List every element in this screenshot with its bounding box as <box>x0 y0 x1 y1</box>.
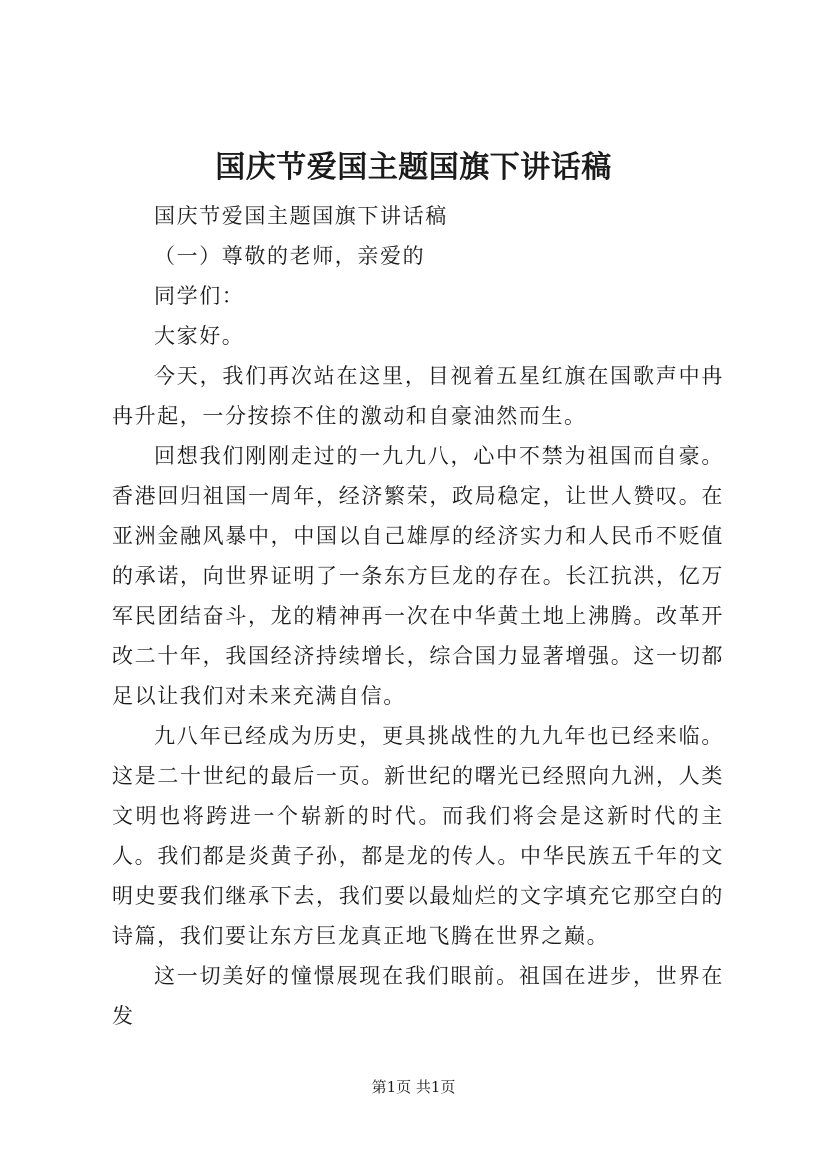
paragraph: 国庆节爱国主题国旗下讲话稿 <box>154 204 448 228</box>
paragraph: 今天，我们再次站在这里，目视着五星红旗在国歌声中冉冉升起，一分按捺不住的激动和自豪油然而生。 <box>112 364 724 428</box>
document-body <box>112 196 724 1036</box>
document-title: 国庆节爱国主题国旗下讲话稿 <box>215 150 612 185</box>
paragraph: 这一切美好的憧憬展现在我们眼前。祖国在进步，世界在发 <box>112 964 724 1028</box>
paragraph: 回想我们刚刚走过的一九九八，心中不禁为祖国而自豪。香港回归祖国一周年，经济繁荣，政局稳定，让世人赞叹。在亚洲金融风暴中，中国以自己雄厚的经济实力和人民币不贬值的承诺，向世界证明了一条东方巨龙的存在。长江抗洪，亿万军民团结奋斗，龙的精神再一次在中华黄土地上沸腾。改革开改二十年，我国经济持续增长，综合国力显著增强。这一切都足以让我们对未来充满自信。 <box>112 444 724 708</box>
paragraph: （一）尊敬的老师，亲爱的 <box>154 244 426 268</box>
page-number: 第1页 共1页 <box>371 1078 456 1096</box>
page-footer <box>0 1077 827 1097</box>
paragraph: 九八年已经成为历史，更具挑战性的九九年也已经来临。这是二十世纪的最后一页。新世纪的曙光已经照向九洲，人类文明也将跨进一个崭新的时代。而我们将会是这新时代的主人。我们都是炎黄子孙，都是龙的传人。中华民族五千年的文明史要我们继承下去，我们要以最灿烂的文字填充它那空白的诗篇，我们要让东方巨龙真正地飞腾在世界之巅。 <box>112 724 724 948</box>
paragraph: 大家好。 <box>154 324 245 348</box>
paragraph: 同学们： <box>154 284 245 308</box>
